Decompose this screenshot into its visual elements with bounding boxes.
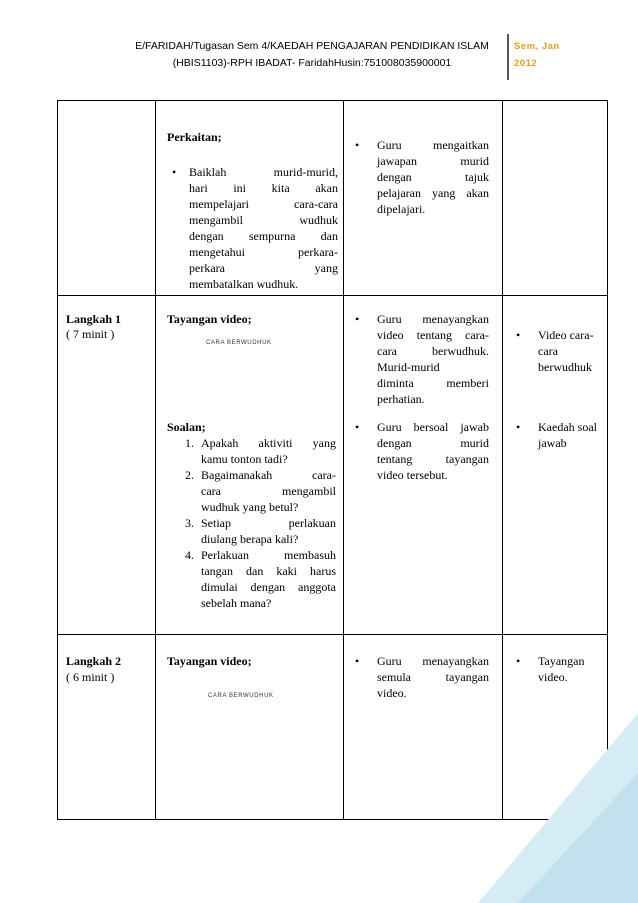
row-divider <box>58 634 607 635</box>
text-line: semula tayangan <box>377 670 489 684</box>
bullet-icon: • <box>516 328 521 342</box>
soalan-heading: Soalan; <box>167 420 206 434</box>
header-line-2: (HBIS1103)-RPH IBADAT- FaridahHusin:751008035900001 <box>172 57 452 69</box>
row-divider <box>58 295 607 296</box>
text-line: Bagaimanakah cara- <box>201 468 336 482</box>
perkaitan-heading: Perkaitan; <box>167 130 222 144</box>
langkah-2-time: ( 6 minit ) <box>66 670 115 684</box>
text-line: perhatian. <box>377 392 425 406</box>
text-line: mempelajari cara-cara <box>189 197 338 211</box>
text-line: diulang berapa kali? <box>201 532 299 546</box>
question-number: 1. <box>185 436 194 450</box>
column-divider <box>343 101 344 819</box>
text-line: jawapan murid <box>377 154 489 168</box>
text-line: cara mengambil <box>201 484 336 498</box>
text-line: Guru bersoal jawab <box>377 420 489 434</box>
semester-line-2: 2012 <box>514 58 538 69</box>
question-list <box>185 435 336 611</box>
question-number: 3. <box>185 516 194 530</box>
text-line: wudhuk yang betul? <box>201 500 299 514</box>
bullet-icon: • <box>355 654 360 668</box>
langkah-2-teacher-activity <box>355 653 489 701</box>
text-line: kamu tonton tadi? <box>201 452 288 466</box>
langkah-2-label: Langkah 2 <box>66 654 122 668</box>
bullet-icon: • <box>172 165 177 179</box>
text-line: sebelah mana? <box>201 596 272 610</box>
text-line: mengambil wudhuk <box>189 213 338 227</box>
text-line: mengetahui perkara- <box>189 245 338 259</box>
question-number: 4. <box>185 548 194 562</box>
bullet-icon: • <box>516 654 521 668</box>
text-line: Apakah aktiviti yang <box>201 436 336 450</box>
question-item <box>185 547 336 611</box>
perkaitan-teacher-activity <box>355 137 489 217</box>
text-line: video. <box>377 686 407 700</box>
document-header <box>120 38 504 72</box>
langkah-1-time: ( 7 minit ) <box>66 327 115 341</box>
column-divider <box>502 101 503 819</box>
video-caption: CARA BERWUDHUK <box>206 340 272 346</box>
text-line: dipelajari. <box>377 202 426 216</box>
text-line: Perlakuan membasuh <box>201 548 336 562</box>
text-line: Tayangan <box>538 654 585 668</box>
text-line: Video cara- <box>538 328 594 342</box>
question-item <box>185 515 336 547</box>
bullet-icon: • <box>516 420 521 434</box>
langkah-1-video-resource <box>516 327 602 375</box>
text-line: tangan dan kaki harus <box>201 564 336 578</box>
semester-line-1: Sem, Jan <box>514 41 560 52</box>
soalan-resource <box>516 419 602 451</box>
text-line: Setiap perlakuan <box>201 516 336 530</box>
bullet-icon: • <box>355 420 360 434</box>
text-line: dimulai dengan anggota <box>201 580 336 594</box>
soalan-teacher-activity <box>355 419 489 483</box>
text-line: video tersebut. <box>377 468 448 482</box>
text-line: Guru menayangkan <box>377 654 489 668</box>
langkah-2-video-heading: Tayangan video; <box>167 654 252 668</box>
perkaitan-content <box>172 164 338 292</box>
text-line: tentang tayangan <box>377 452 489 466</box>
text-line: perkara yang <box>189 261 338 275</box>
bullet-icon: • <box>355 138 360 152</box>
corner-decoration <box>478 713 638 903</box>
langkah-1-video-teacher-activity <box>355 311 489 407</box>
column-divider <box>155 101 156 819</box>
text-line: dengan murid <box>377 436 489 450</box>
text-line: cara berwudhuk. <box>377 344 489 358</box>
langkah-1-video-heading: Tayangan video; <box>167 312 252 326</box>
text-line: Guru mengaitkan <box>377 138 489 152</box>
text-line: Baiklah murid-murid, <box>189 165 338 179</box>
bullet-icon: • <box>355 312 360 326</box>
text-line: diminta memberi <box>377 376 489 390</box>
question-item <box>185 467 336 515</box>
question-number: 2. <box>185 468 194 482</box>
text-line: Guru menayangkan <box>377 312 489 326</box>
text-line: pelajaran yang akan <box>377 186 489 200</box>
video-caption: CARA BERWUDHUK <box>208 693 274 699</box>
text-line: Murid-murid <box>377 360 440 374</box>
header-line-1: E/FARIDAH/Tugasan Sem 4/KAEDAH PENGAJARAN PENDIDIKAN ISLAM <box>135 40 489 52</box>
text-line: hari ini kita akan <box>189 181 338 195</box>
text-line: berwudhuk <box>538 360 592 374</box>
langkah-2-resource <box>516 653 602 685</box>
langkah-1-label: Langkah 1 <box>66 312 122 326</box>
semester-label <box>514 38 560 72</box>
text-line: video tentang cara- <box>377 328 489 342</box>
lesson-plan-table <box>57 100 608 820</box>
text-line: video. <box>538 670 568 684</box>
text-line: Kaedah soal <box>538 420 597 434</box>
text-line: dengan tajuk <box>377 170 489 184</box>
header-divider <box>507 34 509 80</box>
text-line: jawab <box>538 436 567 450</box>
text-line: membatalkan wudhuk. <box>189 277 299 291</box>
question-item <box>185 435 336 467</box>
text-line: dengan sempurna dan <box>189 229 338 243</box>
text-line: cara <box>538 344 558 358</box>
